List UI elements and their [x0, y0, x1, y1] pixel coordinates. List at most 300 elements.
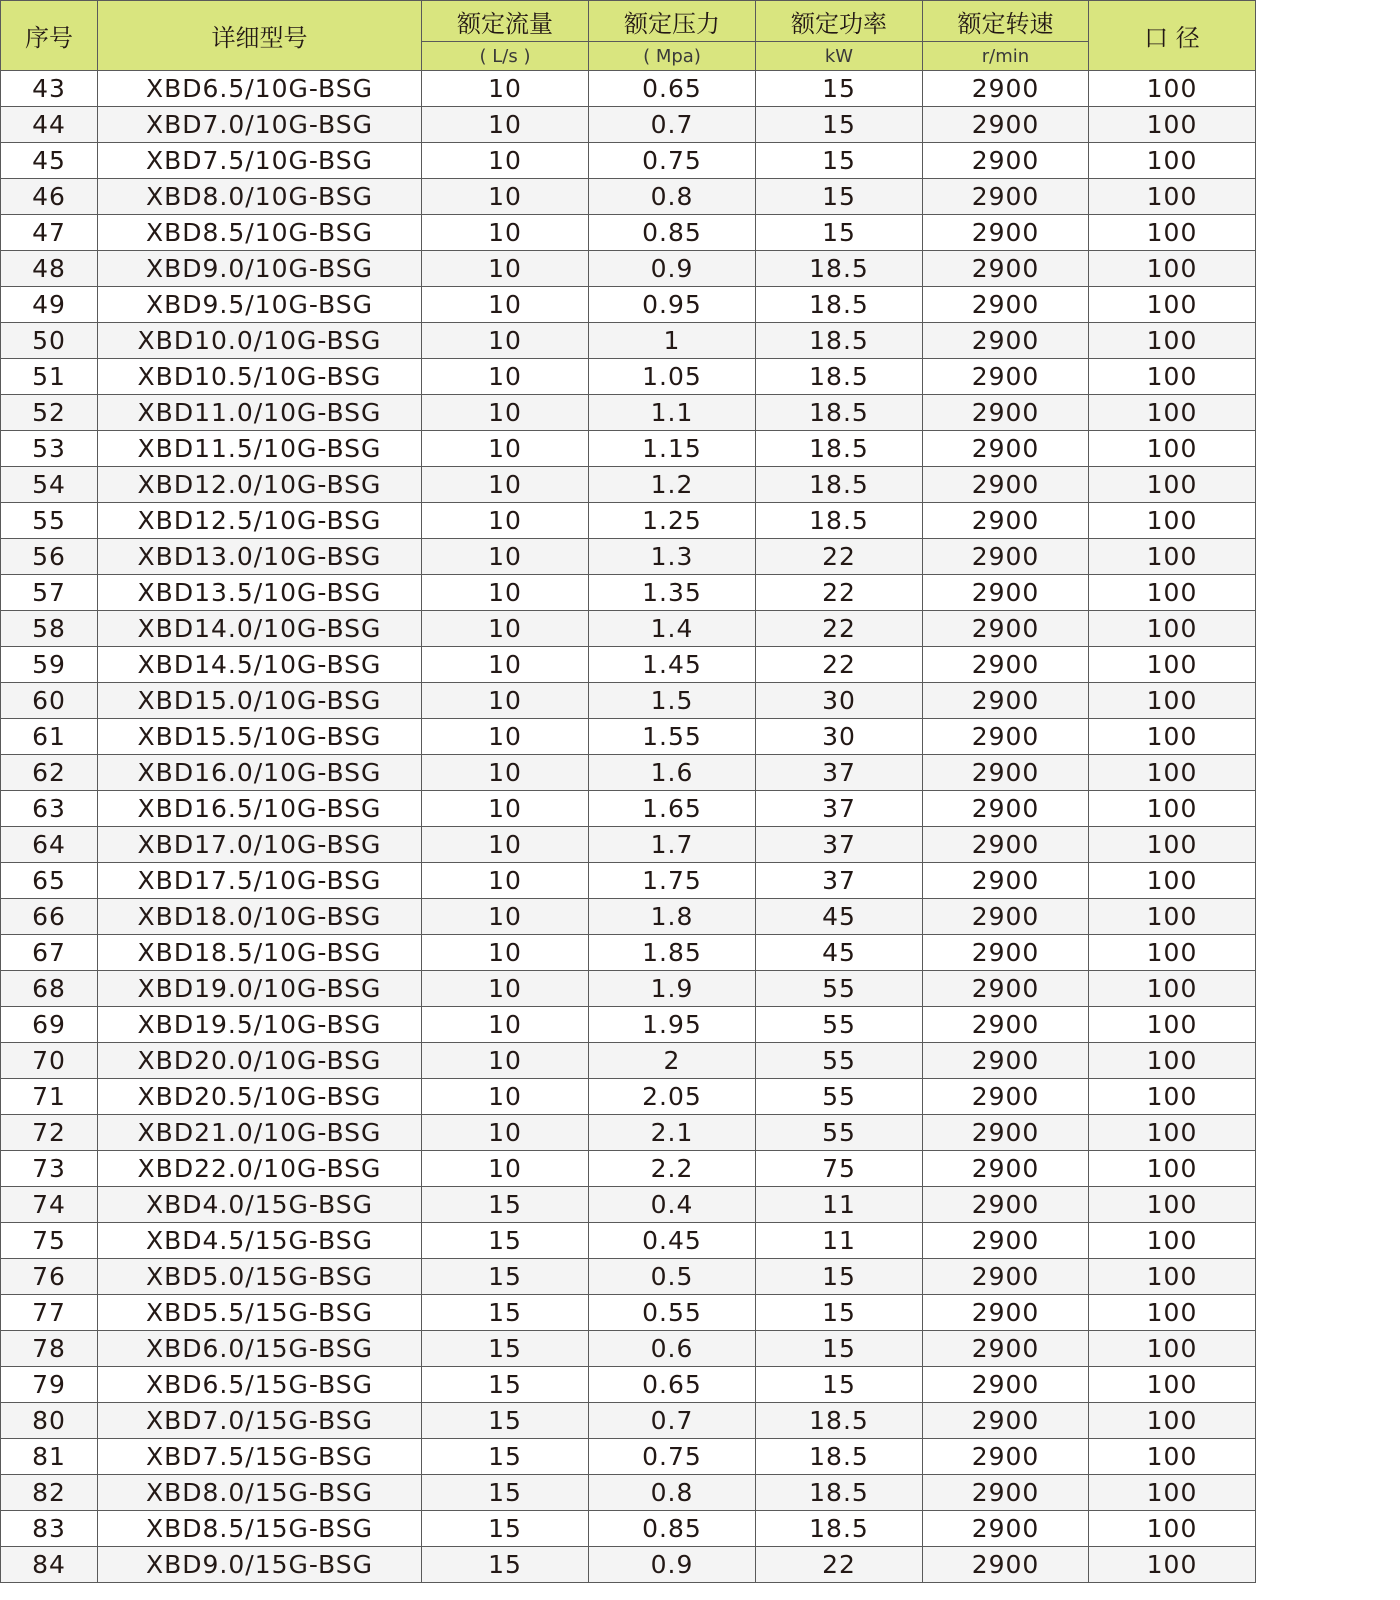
cell-pressure: 1.75: [589, 863, 756, 899]
cell-pressure: 1.85: [589, 935, 756, 971]
cell-pressure: 1: [589, 323, 756, 359]
cell-power: 15: [756, 71, 923, 107]
cell-power: 18.5: [756, 467, 923, 503]
cell-power: 55: [756, 1115, 923, 1151]
cell-diameter: 100: [1089, 179, 1256, 215]
cell-seq: 52: [1, 395, 98, 431]
cell-model: XBD15.5/10G-BSG: [98, 719, 422, 755]
cell-diameter: 100: [1089, 791, 1256, 827]
cell-seq: 71: [1, 1079, 98, 1115]
cell-pressure: 0.7: [589, 1403, 756, 1439]
cell-power: 15: [756, 107, 923, 143]
cell-pressure: 1.65: [589, 791, 756, 827]
cell-model: XBD4.5/15G-BSG: [98, 1223, 422, 1259]
cell-pressure: 0.7: [589, 107, 756, 143]
cell-model: XBD11.0/10G-BSG: [98, 395, 422, 431]
cell-power: 18.5: [756, 503, 923, 539]
cell-pressure: 0.85: [589, 215, 756, 251]
cell-seq: 45: [1, 143, 98, 179]
cell-diameter: 100: [1089, 1043, 1256, 1079]
table-row: [1, 503, 1256, 539]
cell-pressure: 1.45: [589, 647, 756, 683]
cell-model: XBD20.0/10G-BSG: [98, 1043, 422, 1079]
table-row: [1, 107, 1256, 143]
header-diameter: 口 径: [1089, 1, 1256, 71]
cell-power: 15: [756, 143, 923, 179]
cell-speed: 2900: [923, 1295, 1089, 1331]
table-row: [1, 1475, 1256, 1511]
cell-speed: 2900: [923, 431, 1089, 467]
table-row: [1, 971, 1256, 1007]
cell-seq: 80: [1, 1403, 98, 1439]
cell-power: 11: [756, 1187, 923, 1223]
cell-model: XBD5.0/15G-BSG: [98, 1259, 422, 1295]
header-row-top: [1, 1, 1256, 42]
cell-power: 22: [756, 539, 923, 575]
cell-power: 22: [756, 611, 923, 647]
cell-pressure: 1.8: [589, 899, 756, 935]
cell-flow: 10: [422, 323, 589, 359]
cell-model: XBD7.5/15G-BSG: [98, 1439, 422, 1475]
cell-pressure: 2.05: [589, 1079, 756, 1115]
cell-pressure: 1.4: [589, 611, 756, 647]
cell-model: XBD14.5/10G-BSG: [98, 647, 422, 683]
cell-pressure: 0.8: [589, 1475, 756, 1511]
cell-seq: 66: [1, 899, 98, 935]
cell-speed: 2900: [923, 611, 1089, 647]
cell-pressure: 2.2: [589, 1151, 756, 1187]
cell-diameter: 100: [1089, 359, 1256, 395]
cell-model: XBD12.5/10G-BSG: [98, 503, 422, 539]
cell-diameter: 100: [1089, 611, 1256, 647]
table-row: [1, 1511, 1256, 1547]
table-row: [1, 1367, 1256, 1403]
table-row: [1, 575, 1256, 611]
cell-power: 37: [756, 863, 923, 899]
table-row: [1, 1151, 1256, 1187]
cell-model: XBD13.5/10G-BSG: [98, 575, 422, 611]
table-header: [1, 1, 1256, 71]
table-row: [1, 683, 1256, 719]
cell-flow: 15: [422, 1403, 589, 1439]
cell-power: 18.5: [756, 323, 923, 359]
table-row: [1, 1079, 1256, 1115]
cell-pressure: 0.9: [589, 251, 756, 287]
cell-power: 37: [756, 827, 923, 863]
cell-speed: 2900: [923, 107, 1089, 143]
cell-model: XBD7.0/15G-BSG: [98, 1403, 422, 1439]
cell-seq: 70: [1, 1043, 98, 1079]
cell-speed: 2900: [923, 287, 1089, 323]
header-seq: 序号: [1, 1, 98, 71]
cell-flow: 10: [422, 683, 589, 719]
cell-pressure: 0.6: [589, 1331, 756, 1367]
cell-seq: 49: [1, 287, 98, 323]
cell-speed: 2900: [923, 503, 1089, 539]
cell-pressure: 1.6: [589, 755, 756, 791]
cell-diameter: 100: [1089, 971, 1256, 1007]
header-flow: 额定流量: [422, 1, 589, 42]
cell-power: 37: [756, 791, 923, 827]
cell-flow: 10: [422, 287, 589, 323]
cell-flow: 10: [422, 71, 589, 107]
table-row: [1, 935, 1256, 971]
cell-diameter: 100: [1089, 575, 1256, 611]
cell-model: XBD9.0/10G-BSG: [98, 251, 422, 287]
table-row: [1, 431, 1256, 467]
cell-pressure: 2: [589, 1043, 756, 1079]
cell-diameter: 100: [1089, 467, 1256, 503]
cell-flow: 15: [422, 1259, 589, 1295]
cell-flow: 10: [422, 719, 589, 755]
cell-seq: 43: [1, 71, 98, 107]
cell-power: 18.5: [756, 251, 923, 287]
cell-seq: 74: [1, 1187, 98, 1223]
cell-speed: 2900: [923, 1403, 1089, 1439]
cell-diameter: 100: [1089, 719, 1256, 755]
cell-model: XBD17.5/10G-BSG: [98, 863, 422, 899]
cell-flow: 15: [422, 1511, 589, 1547]
cell-flow: 10: [422, 431, 589, 467]
cell-seq: 84: [1, 1547, 98, 1583]
cell-model: XBD12.0/10G-BSG: [98, 467, 422, 503]
cell-pressure: 0.65: [589, 71, 756, 107]
cell-model: XBD22.0/10G-BSG: [98, 1151, 422, 1187]
cell-model: XBD16.0/10G-BSG: [98, 755, 422, 791]
cell-speed: 2900: [923, 1331, 1089, 1367]
cell-power: 18.5: [756, 395, 923, 431]
cell-flow: 15: [422, 1439, 589, 1475]
table-row: [1, 251, 1256, 287]
cell-power: 18.5: [756, 1403, 923, 1439]
cell-power: 30: [756, 683, 923, 719]
cell-flow: 10: [422, 359, 589, 395]
cell-power: 15: [756, 215, 923, 251]
cell-model: XBD9.5/10G-BSG: [98, 287, 422, 323]
cell-pressure: 1.5: [589, 683, 756, 719]
cell-model: XBD21.0/10G-BSG: [98, 1115, 422, 1151]
table-row: [1, 827, 1256, 863]
cell-pressure: 1.05: [589, 359, 756, 395]
cell-flow: 10: [422, 971, 589, 1007]
cell-seq: 72: [1, 1115, 98, 1151]
cell-speed: 2900: [923, 863, 1089, 899]
cell-diameter: 100: [1089, 935, 1256, 971]
cell-power: 22: [756, 575, 923, 611]
cell-flow: 10: [422, 503, 589, 539]
cell-seq: 69: [1, 1007, 98, 1043]
cell-seq: 53: [1, 431, 98, 467]
cell-speed: 2900: [923, 1439, 1089, 1475]
cell-diameter: 100: [1089, 1475, 1256, 1511]
cell-power: 15: [756, 1331, 923, 1367]
cell-speed: 2900: [923, 1007, 1089, 1043]
table-row: [1, 1547, 1256, 1583]
cell-model: XBD20.5/10G-BSG: [98, 1079, 422, 1115]
cell-power: 55: [756, 1007, 923, 1043]
table-row: [1, 143, 1256, 179]
table-row: [1, 1439, 1256, 1475]
cell-diameter: 100: [1089, 755, 1256, 791]
cell-flow: 10: [422, 179, 589, 215]
cell-pressure: 0.95: [589, 287, 756, 323]
cell-speed: 2900: [923, 683, 1089, 719]
cell-power: 15: [756, 179, 923, 215]
cell-speed: 2900: [923, 1475, 1089, 1511]
cell-speed: 2900: [923, 1547, 1089, 1583]
cell-diameter: 100: [1089, 107, 1256, 143]
cell-diameter: 100: [1089, 1331, 1256, 1367]
cell-model: XBD18.5/10G-BSG: [98, 935, 422, 971]
cell-power: 75: [756, 1151, 923, 1187]
cell-speed: 2900: [923, 215, 1089, 251]
table-body: [1, 71, 1256, 1583]
cell-speed: 2900: [923, 1043, 1089, 1079]
cell-seq: 83: [1, 1511, 98, 1547]
cell-diameter: 100: [1089, 1367, 1256, 1403]
cell-power: 45: [756, 935, 923, 971]
cell-seq: 73: [1, 1151, 98, 1187]
cell-flow: 10: [422, 1151, 589, 1187]
cell-power: 18.5: [756, 359, 923, 395]
header-speed: 额定转速: [923, 1, 1089, 42]
cell-pressure: 1.15: [589, 431, 756, 467]
cell-seq: 55: [1, 503, 98, 539]
table-row: [1, 287, 1256, 323]
cell-pressure: 1.2: [589, 467, 756, 503]
cell-pressure: 1.3: [589, 539, 756, 575]
cell-speed: 2900: [923, 251, 1089, 287]
table-row: [1, 1295, 1256, 1331]
cell-speed: 2900: [923, 1367, 1089, 1403]
cell-flow: 15: [422, 1475, 589, 1511]
cell-power: 22: [756, 1547, 923, 1583]
cell-seq: 56: [1, 539, 98, 575]
cell-model: XBD17.0/10G-BSG: [98, 827, 422, 863]
cell-diameter: 100: [1089, 827, 1256, 863]
cell-diameter: 100: [1089, 1079, 1256, 1115]
cell-seq: 65: [1, 863, 98, 899]
cell-model: XBD16.5/10G-BSG: [98, 791, 422, 827]
header-speed-unit: r/min: [923, 42, 1089, 71]
cell-flow: 15: [422, 1331, 589, 1367]
cell-flow: 10: [422, 251, 589, 287]
cell-power: 55: [756, 971, 923, 1007]
cell-diameter: 100: [1089, 1259, 1256, 1295]
cell-model: XBD8.0/15G-BSG: [98, 1475, 422, 1511]
cell-speed: 2900: [923, 1151, 1089, 1187]
cell-flow: 10: [422, 143, 589, 179]
cell-speed: 2900: [923, 575, 1089, 611]
cell-power: 15: [756, 1295, 923, 1331]
cell-seq: 51: [1, 359, 98, 395]
cell-pressure: 0.85: [589, 1511, 756, 1547]
table-row: [1, 647, 1256, 683]
cell-seq: 61: [1, 719, 98, 755]
cell-seq: 82: [1, 1475, 98, 1511]
table-row: [1, 863, 1256, 899]
cell-speed: 2900: [923, 755, 1089, 791]
cell-seq: 59: [1, 647, 98, 683]
cell-power: 15: [756, 1367, 923, 1403]
cell-model: XBD8.5/10G-BSG: [98, 215, 422, 251]
header-model: 详细型号: [98, 1, 422, 71]
cell-model: XBD19.0/10G-BSG: [98, 971, 422, 1007]
cell-flow: 10: [422, 755, 589, 791]
cell-power: 18.5: [756, 287, 923, 323]
header-power: 额定功率: [756, 1, 923, 42]
table-row: [1, 899, 1256, 935]
table-row: [1, 1403, 1256, 1439]
cell-diameter: 100: [1089, 503, 1256, 539]
cell-power: 55: [756, 1079, 923, 1115]
table-row: [1, 1259, 1256, 1295]
cell-flow: 10: [422, 467, 589, 503]
cell-power: 55: [756, 1043, 923, 1079]
cell-flow: 10: [422, 539, 589, 575]
header-pressure: 额定压力: [589, 1, 756, 42]
cell-speed: 2900: [923, 1511, 1089, 1547]
cell-pressure: 1.35: [589, 575, 756, 611]
cell-pressure: 0.55: [589, 1295, 756, 1331]
cell-diameter: 100: [1089, 1007, 1256, 1043]
cell-diameter: 100: [1089, 1151, 1256, 1187]
cell-speed: 2900: [923, 971, 1089, 1007]
table-row: [1, 395, 1256, 431]
cell-diameter: 100: [1089, 251, 1256, 287]
cell-pressure: 0.75: [589, 143, 756, 179]
cell-speed: 2900: [923, 791, 1089, 827]
cell-model: XBD8.5/15G-BSG: [98, 1511, 422, 1547]
table-row: [1, 323, 1256, 359]
table-row: [1, 359, 1256, 395]
cell-model: XBD9.0/15G-BSG: [98, 1547, 422, 1583]
cell-diameter: 100: [1089, 647, 1256, 683]
header-pressure-unit: ( Mpa): [589, 42, 756, 71]
cell-pressure: 0.9: [589, 1547, 756, 1583]
cell-flow: 10: [422, 1007, 589, 1043]
table-row: [1, 1115, 1256, 1151]
cell-pressure: 0.8: [589, 179, 756, 215]
cell-power: 18.5: [756, 431, 923, 467]
cell-diameter: 100: [1089, 1511, 1256, 1547]
cell-flow: 10: [422, 395, 589, 431]
table-row: [1, 755, 1256, 791]
cell-power: 11: [756, 1223, 923, 1259]
cell-speed: 2900: [923, 467, 1089, 503]
table-row: [1, 611, 1256, 647]
table-row: [1, 71, 1256, 107]
cell-model: XBD4.0/15G-BSG: [98, 1187, 422, 1223]
table-row: [1, 539, 1256, 575]
table-row: [1, 1331, 1256, 1367]
cell-seq: 64: [1, 827, 98, 863]
cell-seq: 63: [1, 791, 98, 827]
cell-seq: 46: [1, 179, 98, 215]
cell-model: XBD19.5/10G-BSG: [98, 1007, 422, 1043]
cell-flow: 15: [422, 1223, 589, 1259]
cell-flow: 10: [422, 215, 589, 251]
cell-seq: 79: [1, 1367, 98, 1403]
cell-diameter: 100: [1089, 1403, 1256, 1439]
cell-flow: 10: [422, 107, 589, 143]
cell-speed: 2900: [923, 935, 1089, 971]
table-row: [1, 1223, 1256, 1259]
cell-speed: 2900: [923, 1115, 1089, 1151]
cell-power: 15: [756, 1259, 923, 1295]
cell-speed: 2900: [923, 395, 1089, 431]
cell-model: XBD7.0/10G-BSG: [98, 107, 422, 143]
cell-flow: 10: [422, 899, 589, 935]
cell-power: 45: [756, 899, 923, 935]
header-flow-unit: ( L/s ): [422, 42, 589, 71]
cell-flow: 10: [422, 827, 589, 863]
cell-speed: 2900: [923, 71, 1089, 107]
cell-seq: 57: [1, 575, 98, 611]
cell-flow: 10: [422, 791, 589, 827]
cell-pressure: 0.4: [589, 1187, 756, 1223]
cell-power: 30: [756, 719, 923, 755]
cell-pressure: 1.1: [589, 395, 756, 431]
cell-diameter: 100: [1089, 395, 1256, 431]
cell-diameter: 100: [1089, 1115, 1256, 1151]
table-row: [1, 1187, 1256, 1223]
cell-power: 18.5: [756, 1475, 923, 1511]
cell-seq: 50: [1, 323, 98, 359]
cell-flow: 15: [422, 1367, 589, 1403]
cell-speed: 2900: [923, 719, 1089, 755]
table-row: [1, 215, 1256, 251]
cell-model: XBD11.5/10G-BSG: [98, 431, 422, 467]
cell-speed: 2900: [923, 323, 1089, 359]
cell-power: 18.5: [756, 1511, 923, 1547]
cell-seq: 67: [1, 935, 98, 971]
cell-diameter: 100: [1089, 215, 1256, 251]
cell-power: 37: [756, 755, 923, 791]
cell-seq: 77: [1, 1295, 98, 1331]
cell-pressure: 0.65: [589, 1367, 756, 1403]
cell-diameter: 100: [1089, 1439, 1256, 1475]
table-row: [1, 467, 1256, 503]
cell-diameter: 100: [1089, 287, 1256, 323]
cell-seq: 44: [1, 107, 98, 143]
table-row: [1, 1043, 1256, 1079]
table-row: [1, 1007, 1256, 1043]
cell-diameter: 100: [1089, 431, 1256, 467]
cell-speed: 2900: [923, 1259, 1089, 1295]
cell-pressure: 1.25: [589, 503, 756, 539]
cell-model: XBD18.0/10G-BSG: [98, 899, 422, 935]
cell-pressure: 1.7: [589, 827, 756, 863]
cell-model: XBD13.0/10G-BSG: [98, 539, 422, 575]
cell-model: XBD10.5/10G-BSG: [98, 359, 422, 395]
cell-diameter: 100: [1089, 71, 1256, 107]
cell-speed: 2900: [923, 1223, 1089, 1259]
cell-flow: 10: [422, 1043, 589, 1079]
cell-pressure: 1.55: [589, 719, 756, 755]
cell-model: XBD6.0/15G-BSG: [98, 1331, 422, 1367]
cell-pressure: 0.75: [589, 1439, 756, 1475]
cell-speed: 2900: [923, 899, 1089, 935]
cell-seq: 81: [1, 1439, 98, 1475]
cell-flow: 10: [422, 647, 589, 683]
cell-seq: 62: [1, 755, 98, 791]
cell-model: XBD15.0/10G-BSG: [98, 683, 422, 719]
cell-speed: 2900: [923, 359, 1089, 395]
cell-diameter: 100: [1089, 899, 1256, 935]
header-power-unit: kW: [756, 42, 923, 71]
cell-flow: 10: [422, 863, 589, 899]
